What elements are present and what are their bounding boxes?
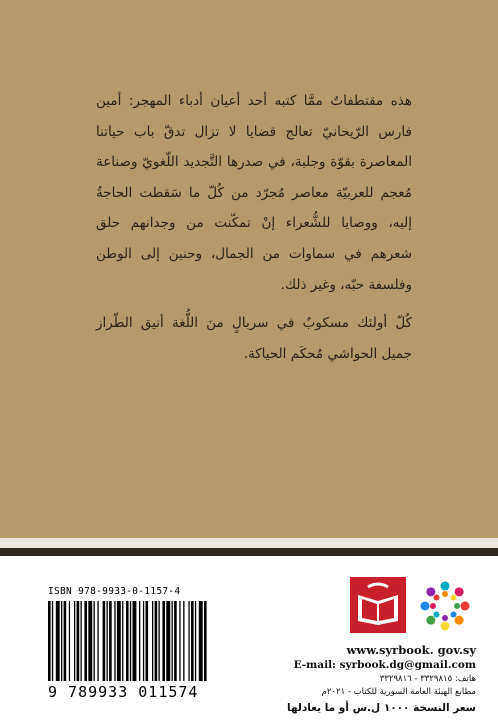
- publisher-info: [256, 642, 476, 699]
- price-text: سعر النسخة ١٠٠٠ ل.س أو ما يعادلها: [287, 702, 476, 714]
- phone-text: هاتف: ٣٣٢٩٨١٥ - ٣٣٢٩٨١٦: [379, 674, 476, 684]
- website-link[interactable]: www.syrbook. gov.sy: [346, 643, 476, 657]
- synopsis-paragraph-1: هذه مقتطفاتٌ ممَّا كتبه أحد أعيان أدباء المهجر: أمين فارس الرّيحانيّ تعالج قضايا لا تزال تدقّ باب حياتنا المعاصرة بقوّة وجلبة، في صدرها التَّجديد اللّغويّ وصناعة مُعجم للعربيّة معاصر مُجرّد من كُلّ ما سَقطت الحاجةُ إليه، ووصايا للشُّعراء إنْ تمكّنت من وجدانهم حلق شعرهم في سماوات من الجمال، وحنين إلى الوطن وفلسفة حبّه، وغير ذلك.: [96, 93, 412, 293]
- synopsis-paragraph-2: كُلّ أولئك مسكوبٌ في سربالٍ منَ اللُّغة أنيق الطّراز جميل الحواشي مُحكَم الحياكة.: [96, 315, 412, 362]
- divider-light: [0, 538, 498, 548]
- email-link[interactable]: E-mail: syrbook.dg@gmail.com: [293, 659, 476, 671]
- barcode-digits: 9 789933 011574: [48, 683, 199, 701]
- printer-text: مطابع الهيئة العامة السورية للكتاب - ٢٠٢١م: [321, 687, 476, 697]
- isbn-label: ISBN 978-9933-0-1157-4: [48, 586, 181, 597]
- barcode: [48, 601, 252, 681]
- synopsis-text: [96, 86, 412, 369]
- people-circle-logo-icon: [414, 575, 476, 637]
- divider-dark: [0, 548, 498, 556]
- book-logo-icon: [350, 577, 406, 633]
